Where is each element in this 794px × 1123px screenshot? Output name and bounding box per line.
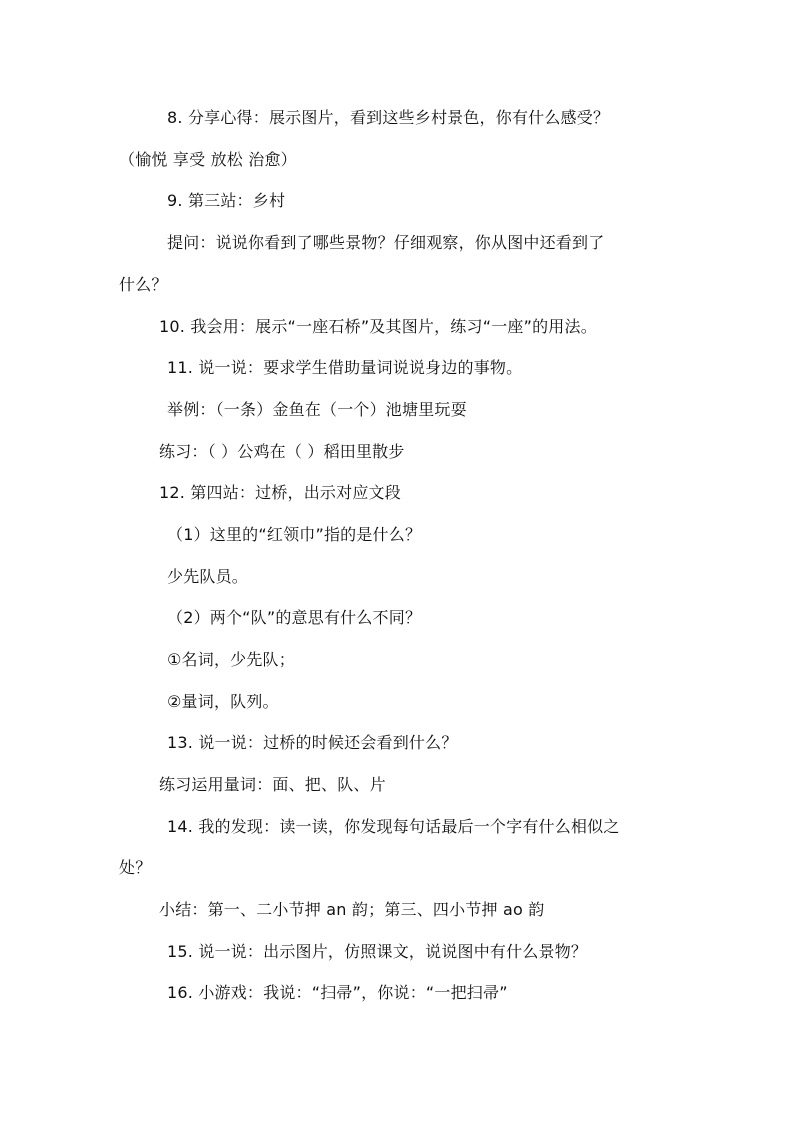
item-12-question-2: （2）两个“队”的意思有什么不同？ [167, 608, 422, 627]
item-15-speak: 15. 说一说：出示图片，仿照课文，说说图中有什么景物？ [167, 942, 588, 961]
item-9-station-three: 9. 第三站：乡村 [167, 191, 286, 210]
item-13-practice: 练习运用量词：面、把、队、片 [159, 775, 386, 794]
item-11-example: 举例：（一条）金鱼在（一个）池塘里玩耍 [167, 400, 467, 419]
item-11-practice: 练习：（ ）公鸡在（ ）稻田里散步 [159, 442, 405, 461]
item-12-station-four: 12. 第四站：过桥，出示对应文段 [159, 483, 401, 502]
item-12-answer-2a: ①名词，少先队； [167, 650, 295, 669]
item-12-question-1: （1）这里的“红领巾”指的是什么？ [167, 525, 422, 544]
item-14-summary: 小结：第一、二小节押 an 韵；第三、四小节押 ao 韵 [159, 900, 545, 919]
item-12-answer-1: 少先队员。 [167, 567, 249, 586]
item-9-question-line-2: 什么？ [119, 275, 168, 294]
item-11-speak: 11. 说一说：要求学生借助量词说说身边的事物。 [167, 358, 523, 377]
item-14-discovery-line-1: 14. 我的发现：读一读，你发现每句话最后一个字有什么相似之 [167, 817, 620, 836]
item-16-game: 16. 小游戏：我说：“扫帚”，你说：“一把扫帚” [167, 983, 508, 1002]
item-14-discovery-line-2: 处？ [119, 858, 152, 877]
item-9-question-line-1: 提问：说说你看到了哪些景物？仔细观察，你从图中还看到了 [167, 233, 605, 252]
item-10-usage: 10. 我会用：展示“一座石桥”及其图片，练习“一座”的用法。 [159, 317, 597, 336]
item-8-share-feelings: 8. 分享心得：展示图片，看到这些乡村景色，你有什么感受？ [167, 108, 610, 127]
item-8-options: （愉悦 享受 放松 治愈） [119, 150, 297, 169]
item-13-speak: 13. 说一说：过桥的时候还会看到什么？ [167, 733, 458, 752]
item-12-answer-2b: ②量词，队列。 [167, 692, 279, 711]
